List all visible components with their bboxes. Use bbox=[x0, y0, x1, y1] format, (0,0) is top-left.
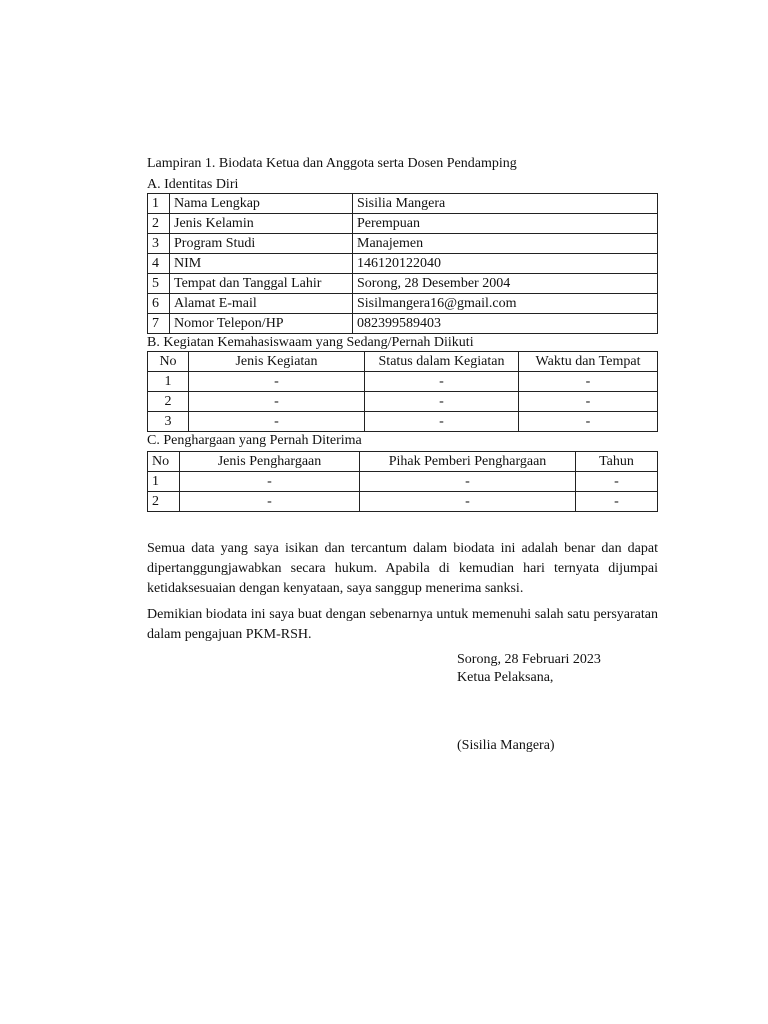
field-label: Alamat E-mail bbox=[170, 294, 353, 314]
field-label: Jenis Kelamin bbox=[170, 214, 353, 234]
column-header: No bbox=[148, 452, 180, 472]
table-cell: - bbox=[180, 472, 360, 492]
table-cell: 1 bbox=[148, 372, 189, 392]
section-a-title: A. Identitas Diri bbox=[147, 177, 239, 192]
table-cell: - bbox=[360, 472, 576, 492]
field-value: Sisilia Mangera bbox=[353, 194, 658, 214]
table-cell: 2 bbox=[148, 492, 180, 512]
table-cell: 1 bbox=[148, 472, 180, 492]
field-value: Manajemen bbox=[353, 234, 658, 254]
table-row bbox=[148, 472, 658, 492]
column-header: Jenis Kegiatan bbox=[189, 352, 365, 372]
table-cell: - bbox=[576, 472, 658, 492]
table-cell: - bbox=[576, 492, 658, 512]
table-row bbox=[148, 234, 658, 254]
table-row bbox=[148, 392, 658, 412]
row-number: 4 bbox=[148, 254, 170, 274]
field-value: Sorong, 28 Desember 2004 bbox=[353, 274, 658, 294]
table-cell: - bbox=[189, 392, 365, 412]
signature-place-date: Sorong, 28 Februari 2023 bbox=[457, 652, 601, 667]
column-header: Jenis Penghargaan bbox=[180, 452, 360, 472]
table-row bbox=[148, 274, 658, 294]
table-header-row bbox=[148, 452, 658, 472]
field-label: Nomor Telepon/HP bbox=[170, 314, 353, 334]
table-cell: 2 bbox=[148, 392, 189, 412]
field-value: Sisilmangera16@gmail.com bbox=[353, 294, 658, 314]
field-value: 146120122040 bbox=[353, 254, 658, 274]
table-row bbox=[148, 412, 658, 432]
field-label: Nama Lengkap bbox=[170, 194, 353, 214]
field-label: NIM bbox=[170, 254, 353, 274]
field-value: Perempuan bbox=[353, 214, 658, 234]
field-value: 082399589403 bbox=[353, 314, 658, 334]
table-row bbox=[148, 254, 658, 274]
table-cell: - bbox=[365, 412, 519, 432]
row-number: 6 bbox=[148, 294, 170, 314]
row-number: 7 bbox=[148, 314, 170, 334]
field-label: Program Studi bbox=[170, 234, 353, 254]
table-row bbox=[148, 314, 658, 334]
column-header: Waktu dan Tempat bbox=[519, 352, 658, 372]
row-number: 3 bbox=[148, 234, 170, 254]
table-cell: - bbox=[189, 412, 365, 432]
section-c-title: C. Penghargaan yang Pernah Diterima bbox=[147, 433, 362, 448]
activities-table bbox=[147, 351, 658, 432]
table-row bbox=[148, 372, 658, 392]
table-cell: - bbox=[519, 412, 658, 432]
section-b-title: B. Kegiatan Kemahasiswaam yang Sedang/Pernah Diikuti bbox=[147, 335, 474, 350]
awards-table bbox=[147, 451, 658, 512]
table-cell: - bbox=[360, 492, 576, 512]
table-cell: - bbox=[180, 492, 360, 512]
row-number: 1 bbox=[148, 194, 170, 214]
row-number: 5 bbox=[148, 274, 170, 294]
field-label: Tempat dan Tanggal Lahir bbox=[170, 274, 353, 294]
table-cell: 3 bbox=[148, 412, 189, 432]
column-header: Pihak Pemberi Penghargaan bbox=[360, 452, 576, 472]
table-cell: - bbox=[519, 392, 658, 412]
column-header: Status dalam Kegiatan bbox=[365, 352, 519, 372]
document-heading: Lampiran 1. Biodata Ketua dan Anggota serta Dosen Pendamping bbox=[147, 156, 517, 171]
table-cell: - bbox=[365, 392, 519, 412]
statement-paragraph: Semua data yang saya isikan dan tercantum dalam biodata ini adalah benar dan dapat dipertanggungjawabkan secara hukum. Apabila di kemudian hari ternyata dijumpai ketidaksesuaian dengan kenyataan, saya sanggup menerima sanksi. bbox=[147, 541, 658, 596]
table-cell: - bbox=[519, 372, 658, 392]
table-cell: - bbox=[365, 372, 519, 392]
table-row bbox=[148, 492, 658, 512]
column-header: No bbox=[148, 352, 189, 372]
signature-role: Ketua Pelaksana, bbox=[457, 670, 554, 685]
signature-name: (Sisilia Mangera) bbox=[457, 738, 555, 753]
row-number: 2 bbox=[148, 214, 170, 234]
table-row bbox=[148, 194, 658, 214]
closing-paragraph: Demikian biodata ini saya buat dengan sebenarnya untuk memenuhi salah satu persyaratan dalam pengajuan PKM-RSH. bbox=[147, 607, 658, 642]
table-row bbox=[148, 214, 658, 234]
identity-table bbox=[147, 193, 658, 334]
column-header: Tahun bbox=[576, 452, 658, 472]
table-row bbox=[148, 294, 658, 314]
table-header-row bbox=[148, 352, 658, 372]
document-page bbox=[147, 156, 658, 645]
table-cell: - bbox=[189, 372, 365, 392]
